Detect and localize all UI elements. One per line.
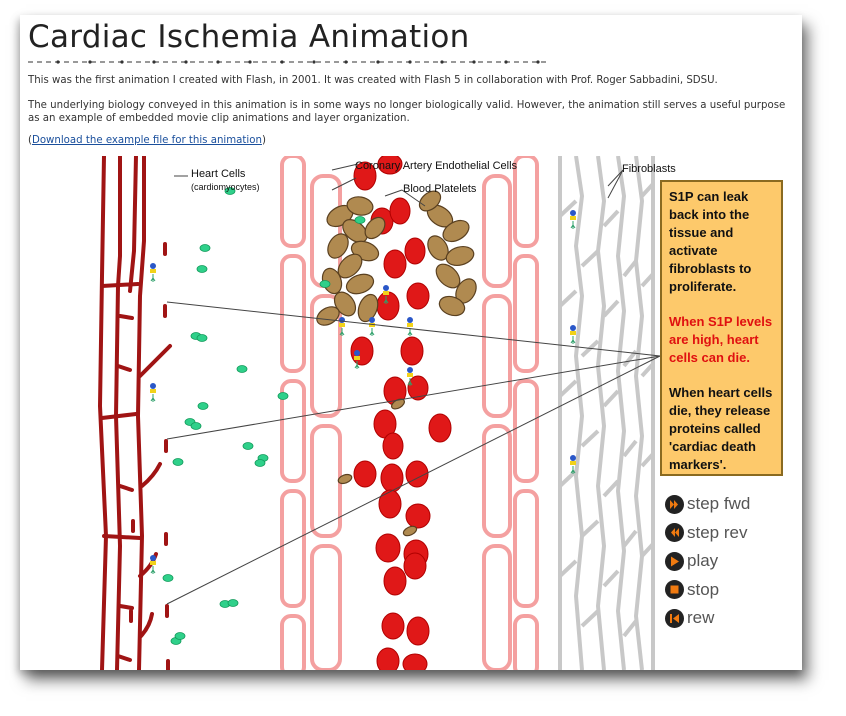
step-rev-button[interactable]	[665, 519, 750, 548]
fibroblast-tissue	[560, 156, 653, 670]
page-title: Cardiac Ischemia Animation	[28, 19, 470, 55]
label-cardiomyocytes: (cardiomyocytes)	[191, 182, 260, 192]
play-icon	[665, 552, 684, 571]
s1p-receptors	[150, 210, 576, 574]
rew-button[interactable]	[665, 604, 750, 633]
heart-cell-tissue	[100, 156, 170, 670]
stop-button[interactable]	[665, 576, 750, 605]
rew-label: rew	[687, 608, 715, 628]
info-text-s1p-leak: S1P can leak back into the tissue and activate fibroblasts to proliferate.	[669, 189, 752, 294]
play-label: play	[687, 551, 719, 571]
heart-cell-fragments	[131, 244, 168, 670]
rewind-icon	[665, 609, 684, 628]
info-text-death-markers: When heart cells die, they release proteins called 'cardiac death markers'.	[669, 385, 773, 472]
paren-close: )	[261, 135, 266, 146]
info-box	[660, 180, 783, 476]
info-text-heart-cells-die: When S1P levels are high, heart cells can die.	[669, 314, 773, 365]
label-endothelial-cells: Coronary Artery Endothelial Cells	[355, 160, 518, 172]
stop-label: stop	[687, 579, 720, 599]
step-fwd-label: step fwd	[687, 494, 751, 514]
play-button[interactable]	[665, 547, 750, 576]
step-forward-icon	[665, 495, 684, 514]
label-heart-cells: Heart Cells	[191, 168, 246, 180]
playback-controls	[665, 490, 750, 633]
label-fibroblasts: Fibroblasts	[622, 163, 676, 175]
screenshot-frame	[20, 15, 802, 670]
step-rev-label: step rev	[687, 522, 748, 542]
animation-stage	[20, 156, 802, 670]
step-fwd-button[interactable]	[665, 490, 750, 519]
stop-icon	[665, 580, 684, 599]
title-dashed-rule	[28, 58, 548, 66]
step-reverse-icon	[665, 523, 684, 542]
note-paragraph: The underlying biology conveyed in this animation is in some ways no longer biologically valid. However, the animation still serves a useful purpose as an example of embedded movie clip animations and layer organization.	[28, 100, 786, 124]
intro-paragraph: This was the first animation I created with Flash, in 2001. It was created with Flash 5 in collaboration with Prof. Roger Sabbadini, SDSU.	[28, 75, 718, 86]
label-blood-platelets: Blood Platelets	[403, 183, 477, 195]
paren-open: (	[28, 135, 32, 146]
download-line	[28, 135, 266, 146]
download-link[interactable]: Download the example file for this animation	[31, 135, 262, 146]
